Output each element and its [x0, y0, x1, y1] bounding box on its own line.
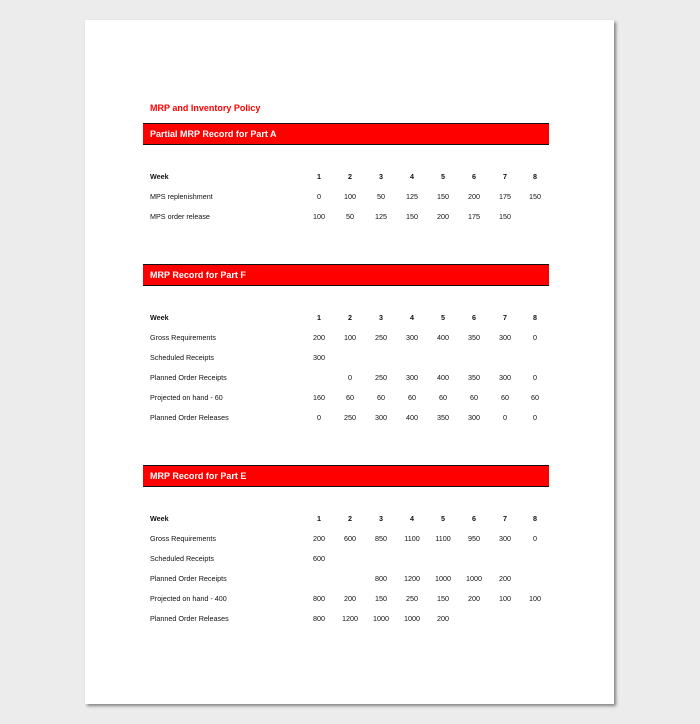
table-row: [143, 369, 549, 389]
section-title: MRP Record for Part F: [143, 264, 549, 286]
row-label: MPS replenishment: [150, 192, 213, 201]
week-cell: 7: [503, 313, 507, 322]
value-cell: 200: [499, 574, 511, 583]
value-cell: 250: [344, 413, 356, 422]
week-cell: 8: [533, 313, 537, 322]
week-label: Week: [150, 172, 169, 181]
value-cell: 60: [346, 393, 354, 402]
value-cell: 60: [531, 393, 539, 402]
value-cell: 1000: [404, 614, 420, 623]
table-row: [143, 208, 549, 228]
week-label: Week: [150, 514, 169, 523]
value-cell: 800: [313, 614, 325, 623]
value-cell: 0: [317, 413, 321, 422]
value-cell: 150: [529, 192, 541, 201]
value-cell: 300: [375, 413, 387, 422]
week-cell: 8: [533, 172, 537, 181]
value-cell: 950: [468, 534, 480, 543]
value-cell: 600: [344, 534, 356, 543]
section-part-e: [143, 465, 549, 630]
week-cell: 4: [410, 514, 414, 523]
document-page: [85, 20, 614, 704]
table-row: [143, 530, 549, 550]
value-cell: 1000: [373, 614, 389, 623]
value-cell: 50: [346, 212, 354, 221]
row-label: Gross Requirements: [150, 333, 216, 342]
week-cell: 1: [317, 514, 321, 523]
value-cell: 0: [533, 534, 537, 543]
value-cell: 200: [313, 534, 325, 543]
value-cell: 300: [313, 353, 325, 362]
table-row: [143, 610, 549, 630]
table-row: [143, 590, 549, 610]
value-cell: 0: [533, 413, 537, 422]
value-cell: 250: [375, 373, 387, 382]
value-cell: 100: [344, 333, 356, 342]
mrp-table: [143, 168, 549, 228]
value-cell: 600: [313, 554, 325, 563]
week-label: Week: [150, 313, 169, 322]
week-cell: 2: [348, 172, 352, 181]
section-title: MRP Record for Part E: [143, 465, 549, 487]
value-cell: 160: [313, 393, 325, 402]
value-cell: 1000: [435, 574, 451, 583]
value-cell: 150: [499, 212, 511, 221]
row-label: Projected on hand - 400: [150, 594, 227, 603]
value-cell: 100: [313, 212, 325, 221]
section-title: Partial MRP Record for Part A: [143, 123, 549, 145]
week-cell: 7: [503, 172, 507, 181]
week-cell: 6: [472, 514, 476, 523]
week-cell: 5: [441, 514, 445, 523]
table-row: [143, 550, 549, 570]
value-cell: 60: [470, 393, 478, 402]
row-label: Scheduled Receipts: [150, 554, 214, 563]
table-row: [143, 570, 549, 590]
value-cell: 1200: [342, 614, 358, 623]
row-label: Planned Order Receipts: [150, 574, 227, 583]
row-label: Projected on hand - 60: [150, 393, 223, 402]
value-cell: 200: [313, 333, 325, 342]
table-row: [143, 329, 549, 349]
table-row: [143, 389, 549, 409]
value-cell: 400: [437, 333, 449, 342]
week-cell: 7: [503, 514, 507, 523]
table-row: [143, 349, 549, 369]
value-cell: 350: [468, 333, 480, 342]
table-row: [143, 409, 549, 429]
value-cell: 800: [313, 594, 325, 603]
mrp-table: [143, 309, 549, 429]
value-cell: 175: [468, 212, 480, 221]
table-row: [143, 188, 549, 208]
mrp-table: [143, 510, 549, 630]
value-cell: 150: [406, 212, 418, 221]
week-cell: 3: [379, 172, 383, 181]
value-cell: 1200: [404, 574, 420, 583]
row-label: Scheduled Receipts: [150, 353, 214, 362]
week-cell: 6: [472, 172, 476, 181]
week-cell: 6: [472, 313, 476, 322]
section-part-a: [143, 123, 549, 228]
value-cell: 125: [406, 192, 418, 201]
value-cell: 350: [468, 373, 480, 382]
row-label: Planned Order Receipts: [150, 373, 227, 382]
value-cell: 0: [348, 373, 352, 382]
value-cell: 300: [499, 333, 511, 342]
week-cell: 2: [348, 514, 352, 523]
value-cell: 0: [533, 373, 537, 382]
week-cell: 4: [410, 172, 414, 181]
table-header-row: [143, 168, 549, 188]
table-header-row: [143, 309, 549, 329]
value-cell: 350: [437, 413, 449, 422]
value-cell: 850: [375, 534, 387, 543]
week-cell: 8: [533, 514, 537, 523]
value-cell: 100: [529, 594, 541, 603]
value-cell: 60: [408, 393, 416, 402]
week-cell: 5: [441, 313, 445, 322]
value-cell: 60: [377, 393, 385, 402]
week-cell: 4: [410, 313, 414, 322]
value-cell: 200: [468, 192, 480, 201]
value-cell: 300: [468, 413, 480, 422]
value-cell: 150: [437, 192, 449, 201]
week-cell: 1: [317, 313, 321, 322]
value-cell: 0: [317, 192, 321, 201]
value-cell: 400: [437, 373, 449, 382]
value-cell: 1100: [404, 534, 420, 543]
value-cell: 100: [499, 594, 511, 603]
value-cell: 300: [499, 373, 511, 382]
value-cell: 200: [437, 212, 449, 221]
value-cell: 300: [406, 333, 418, 342]
row-label: MPS order release: [150, 212, 210, 221]
value-cell: 0: [503, 413, 507, 422]
week-cell: 1: [317, 172, 321, 181]
week-cell: 2: [348, 313, 352, 322]
table-header-row: [143, 510, 549, 530]
value-cell: 0: [533, 333, 537, 342]
value-cell: 1100: [435, 534, 451, 543]
value-cell: 150: [437, 594, 449, 603]
value-cell: 400: [406, 413, 418, 422]
value-cell: 300: [499, 534, 511, 543]
value-cell: 800: [375, 574, 387, 583]
value-cell: 250: [406, 594, 418, 603]
value-cell: 250: [375, 333, 387, 342]
value-cell: 100: [344, 192, 356, 201]
value-cell: 1000: [466, 574, 482, 583]
value-cell: 200: [468, 594, 480, 603]
value-cell: 60: [439, 393, 447, 402]
document-title: MRP and Inventory Policy: [150, 103, 261, 113]
row-label: Planned Order Releases: [150, 614, 229, 623]
row-label: Gross Requirements: [150, 534, 216, 543]
week-cell: 3: [379, 514, 383, 523]
value-cell: 60: [501, 393, 509, 402]
value-cell: 300: [406, 373, 418, 382]
value-cell: 50: [377, 192, 385, 201]
value-cell: 125: [375, 212, 387, 221]
row-label: Planned Order Releases: [150, 413, 229, 422]
week-cell: 3: [379, 313, 383, 322]
value-cell: 150: [375, 594, 387, 603]
value-cell: 200: [437, 614, 449, 623]
value-cell: 175: [499, 192, 511, 201]
section-part-f: [143, 264, 549, 429]
value-cell: 200: [344, 594, 356, 603]
week-cell: 5: [441, 172, 445, 181]
